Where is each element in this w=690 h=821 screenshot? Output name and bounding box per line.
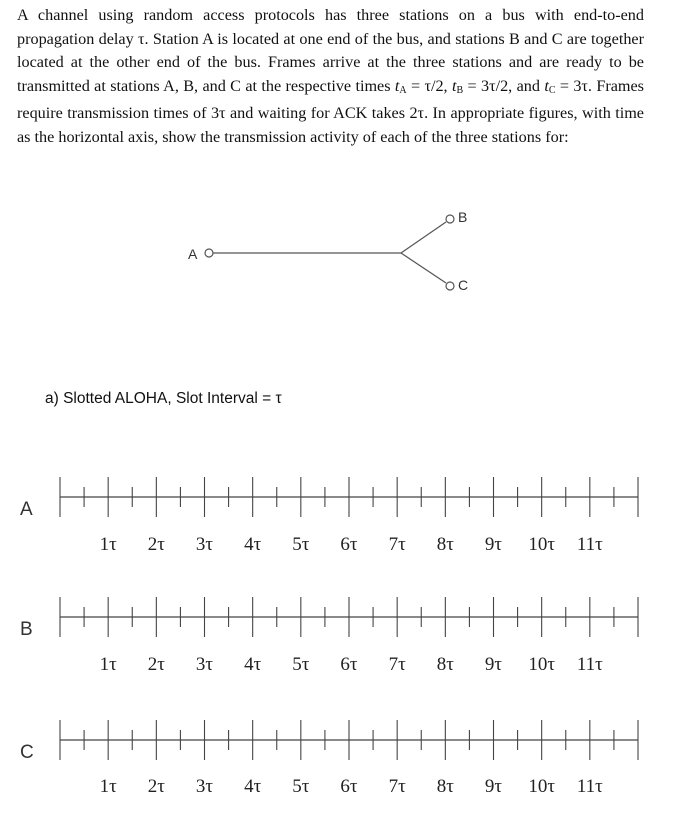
time-c-subscript: C [548, 84, 556, 96]
tick-label: 9τ [484, 776, 503, 797]
time-a-symbol: t [394, 76, 400, 95]
problem-text-part1: A channel using random access protocols has three stations on a bus with end-to-end propagation delay τ. Station A is located at one end of the bus, and stations B and C are together located at the other end of the bus. Frames arrive at the three stations and are ready to be transmitted at stations A, B, and C at the respective times [17, 6, 644, 95]
bus-diagram [205, 215, 454, 290]
tick-label: 11τ [576, 534, 603, 555]
tick-label: 8τ [436, 776, 454, 797]
part-a-caption: a) Slotted ALOHA, Slot Interval = τ [45, 390, 282, 407]
time-b-subscript: B [456, 84, 464, 96]
station-c-node [446, 282, 454, 290]
tick-label: 3τ [195, 654, 214, 675]
tick-label: 4τ [244, 654, 262, 675]
tick-label: 1τ [99, 534, 117, 555]
timeline-label: C [20, 742, 34, 763]
time-a-value: = τ/2, [406, 76, 452, 95]
tick-label: 7τ [388, 654, 406, 675]
tick-label: 6τ [340, 534, 358, 555]
timeline-label: A [20, 499, 33, 520]
tick-label: 2τ [147, 534, 165, 555]
tick-label: 11τ [576, 776, 603, 797]
station-a-node [205, 249, 213, 257]
time-a-subscript: A [399, 84, 407, 96]
time-b-symbol: t [451, 76, 457, 95]
tick-label: 8τ [436, 534, 454, 555]
tick-label: 1τ [99, 654, 117, 675]
tick-label: 5τ [292, 654, 310, 675]
timelines [20, 477, 638, 797]
tick-label: 10τ [528, 776, 555, 797]
branch-to-b [401, 222, 446, 253]
time-c-symbol: t [544, 76, 549, 95]
timeline-station-b [20, 597, 638, 675]
branch-to-c [401, 253, 446, 283]
station-b-node [446, 215, 454, 223]
timeline-station-c [20, 720, 638, 797]
tick-label: 1τ [99, 776, 117, 797]
tick-label: 5τ [292, 776, 310, 797]
timeline-station-a [20, 477, 638, 555]
tick-label: 8τ [436, 654, 454, 675]
tick-label: 4τ [244, 534, 262, 555]
tick-label: 2τ [147, 654, 165, 675]
station-a-label: A [188, 246, 198, 262]
timeline-label: B [20, 619, 33, 640]
tick-label: 10τ [528, 654, 555, 675]
tick-label: 7τ [388, 534, 406, 555]
time-b-value: = 3τ/2, and [463, 76, 545, 95]
tick-label: 6τ [340, 654, 358, 675]
tick-label: 4τ [244, 776, 262, 797]
tick-label: 3τ [195, 534, 214, 555]
tick-label: 6τ [340, 776, 358, 797]
tick-label: 9τ [484, 534, 503, 555]
tick-label: 3τ [195, 776, 214, 797]
tick-label: 10τ [528, 534, 555, 555]
tick-label: 9τ [484, 654, 503, 675]
station-c-label: C [458, 277, 469, 293]
tick-label: 2τ [147, 776, 165, 797]
problem-text-part2: = 3τ. Frames require transmission times of 3τ and waiting for ACK takes 2τ. In appropriate figures, with time as the horizontal axis, show the transmission activity of each of the three stations for: [17, 76, 644, 146]
tick-label: 7τ [388, 776, 406, 797]
tick-label: 5τ [292, 534, 310, 555]
tick-label: 11τ [576, 654, 603, 675]
station-b-label: B [458, 209, 468, 225]
